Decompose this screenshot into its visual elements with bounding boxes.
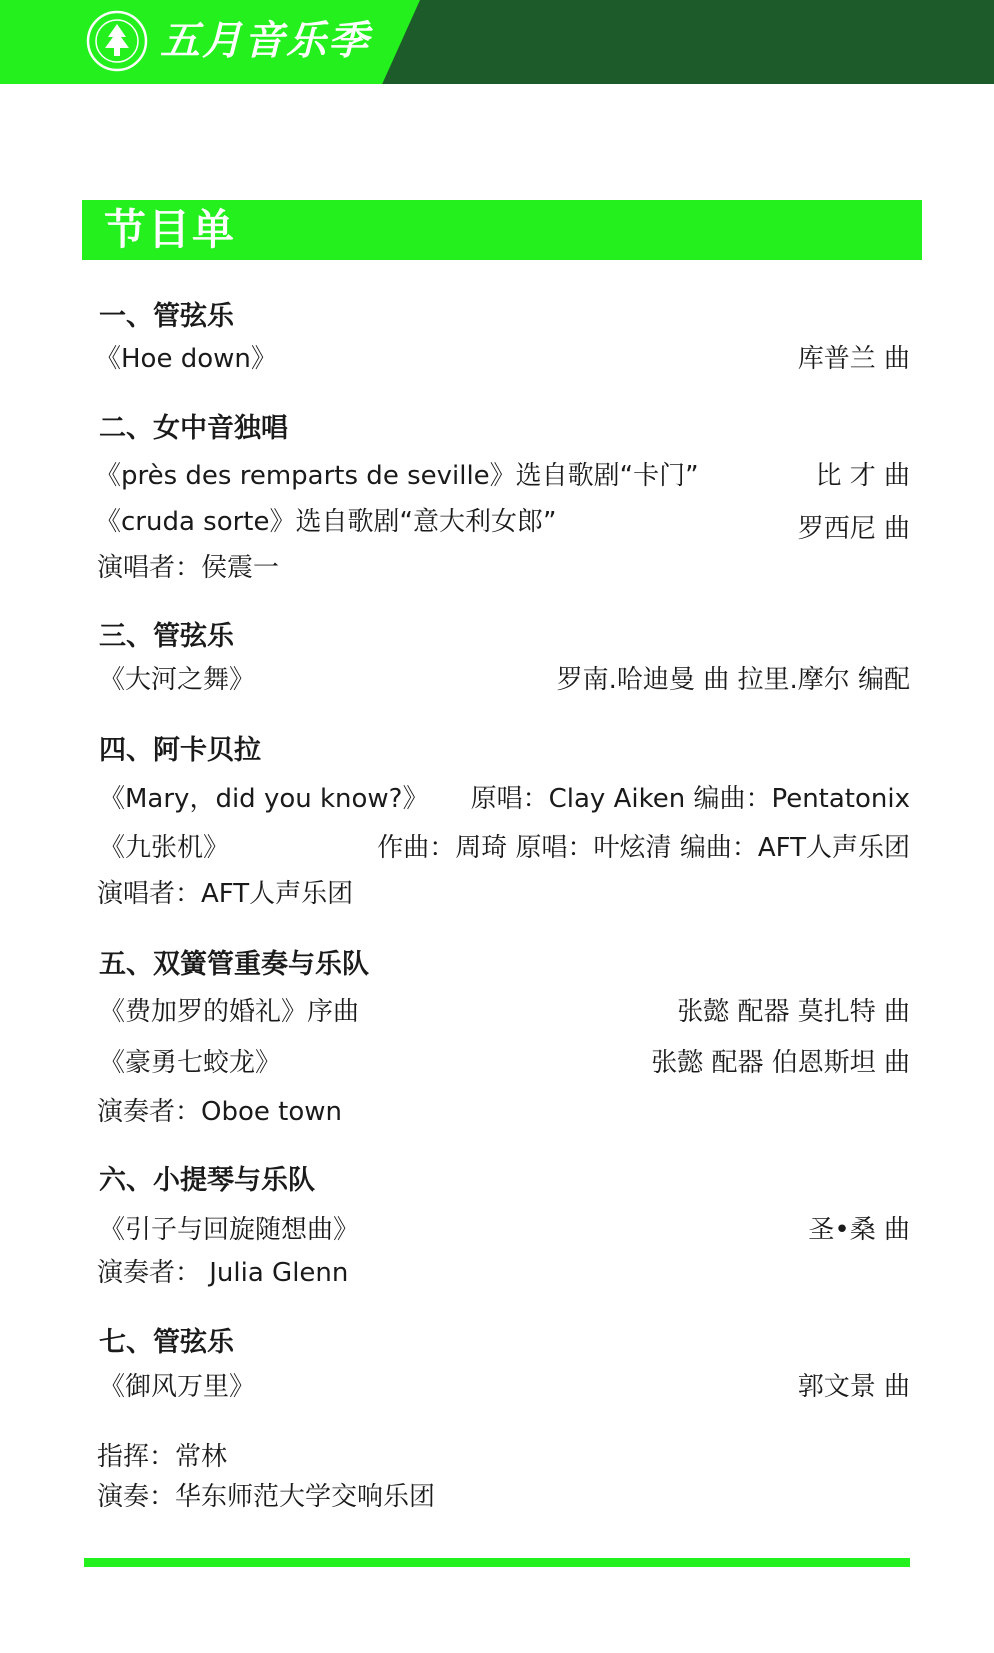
section-4-credit-2: 作曲：周琦 原唱：叶炫清 编曲：AFT人声乐团 <box>377 833 910 863</box>
section-1-credit: 库普兰 曲 <box>797 344 910 374</box>
brand-title: 五月音乐季 <box>160 17 370 64</box>
section-4-work-2: 《九张机》 <box>99 833 230 863</box>
section-1-heading: 一、管弦乐 <box>99 301 234 332</box>
section-3-heading: 三、管弦乐 <box>99 621 234 652</box>
section-3-credit: 罗南.哈迪曼 曲 拉里.摩尔 编配 <box>556 665 910 695</box>
conductor-line: 指挥：常林 <box>97 1442 228 1472</box>
section-7-work: 《御风万里》 <box>99 1372 256 1402</box>
orchestra-line: 演奏：华东师范大学交响乐团 <box>97 1482 436 1512</box>
section-7-credit: 郭文景 曲 <box>797 1372 910 1402</box>
section-6-credit: 圣•桑 曲 <box>808 1215 910 1245</box>
section-4-performer: 演唱者：AFT人声乐团 <box>97 879 354 909</box>
section-5-heading: 五、双簧管重奏与乐队 <box>99 949 369 980</box>
section-7-heading: 七、管弦乐 <box>99 1327 234 1358</box>
section-5-credit-1: 张懿 配器 莫扎特 曲 <box>677 997 910 1027</box>
section-4-heading: 四、阿卡贝拉 <box>99 735 261 766</box>
section-5-work-1: 《费加罗的婚礼》序曲 <box>99 997 360 1027</box>
section-6-work: 《引子与回旋随想曲》 <box>99 1215 360 1245</box>
section-2-work-1: 《près des remparts de seville》选自歌剧“卡门” <box>95 461 699 491</box>
section-5-work-2: 《豪勇七蛟龙》 <box>99 1048 282 1078</box>
section-2-heading: 二、女中音独唱 <box>99 413 288 444</box>
university-seal-icon <box>86 10 148 72</box>
section-2-performer: 演唱者：侯震一 <box>97 553 280 583</box>
section-2-credit-2: 罗西尼 曲 <box>797 514 910 544</box>
section-4-work-1: 《Mary，did you know?》 <box>99 784 429 814</box>
section-3-work: 《大河之舞》 <box>99 665 256 695</box>
program-title: 节目单 <box>104 205 237 254</box>
section-5-credit-2: 张懿 配器 伯恩斯坦 曲 <box>651 1048 910 1078</box>
section-1-work: 《Hoe down》 <box>95 344 277 374</box>
section-2-credit-1: 比 才 曲 <box>815 461 910 491</box>
footer-divider <box>84 1558 910 1567</box>
section-2-work-2: 《cruda sorte》选自歌剧“意大利女郎” <box>95 507 557 537</box>
program-title-bar <box>82 200 922 260</box>
section-6-heading: 六、小提琴与乐队 <box>99 1165 315 1196</box>
section-6-performer: 演奏者： Julia Glenn <box>97 1258 349 1288</box>
header-bar <box>0 0 994 84</box>
section-4-credit-1: 原唱：Clay Aiken 编曲：Pentatonix <box>470 784 910 814</box>
section-5-performer: 演奏者：Oboe town <box>97 1097 342 1127</box>
